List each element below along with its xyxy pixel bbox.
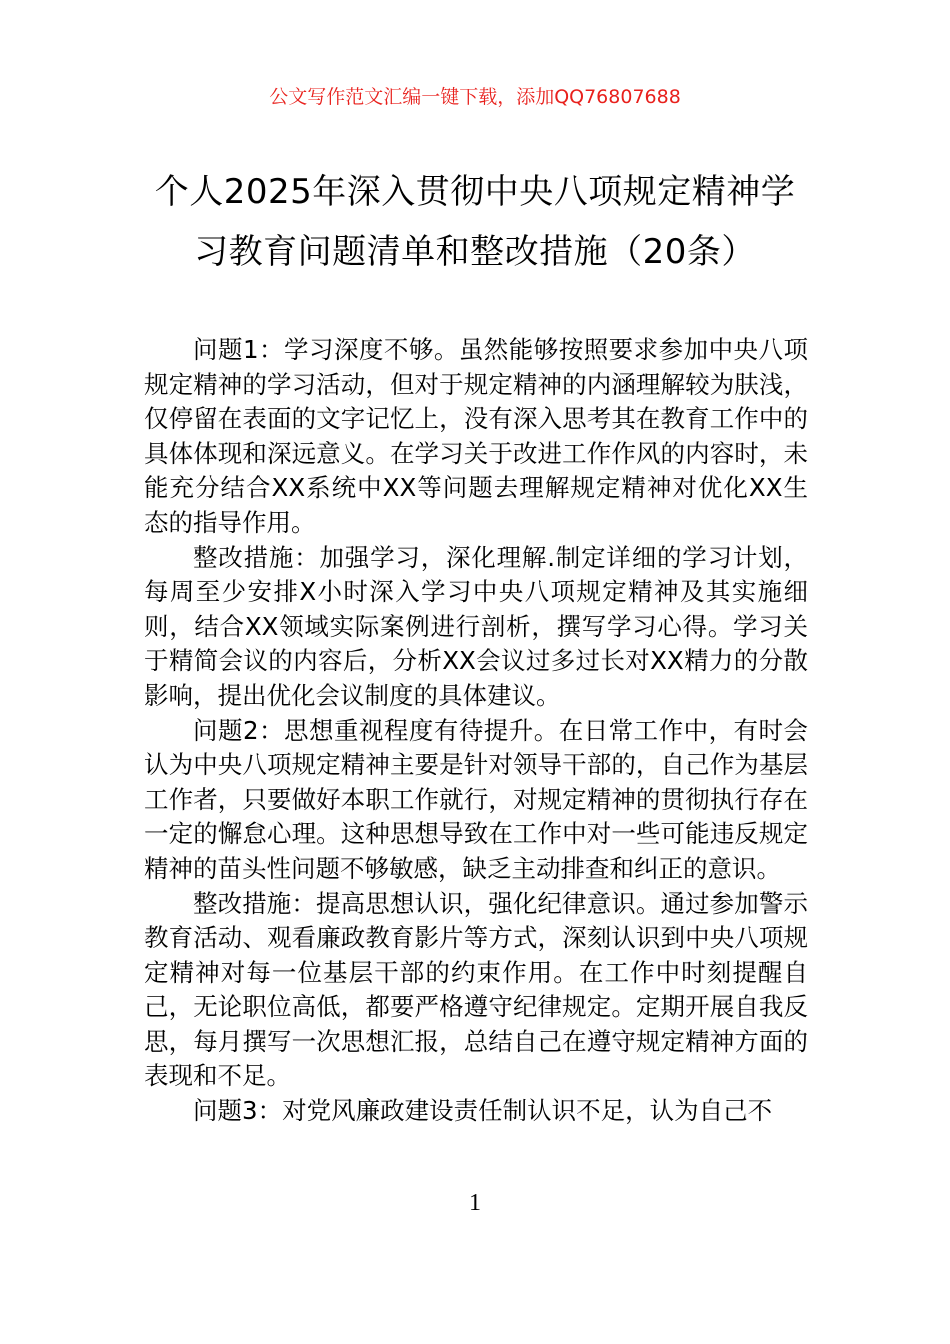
- title-line-2: 习教育问题清单和整改措施（20条）: [194, 232, 756, 272]
- paragraph-problem-2: 问题2：思想重视程度有待提升。在日常工作中，有时会认为中央八项规定精神主要是针对领导干部的，自己作为基层工作者，只要做好本职工作就行，对规定精神的贯彻执行存在一定的懈怠心理。这种思想导致在工作中对一些可能违反规定精神的苗头性问题不够敏感，缺乏主动排查和纠正的意识。: [144, 715, 808, 883]
- header-download-note: 公文写作范文汇编一键下载，添加QQ76807688: [269, 86, 681, 108]
- document-body: [144, 333, 808, 1129]
- page-number: 1: [469, 1190, 481, 1216]
- paragraph-measure-2: 整改措施：提高思想认识，强化纪律意识。通过参加警示教育活动、观看廉政教育影片等方式，深刻认识到中央八项规定精神对每一位基层干部的约束作用。在工作中时刻提醒自己，无论职位高低，都要严格遵守纪律规定。定期开展自我反思，每月撰写一次思想汇报，总结自己在遵守规定精神方面的表现和不足。: [144, 888, 808, 1091]
- title-line-1: 个人2025年深入贯彻中央八项规定精神学: [154, 172, 796, 212]
- paragraph-problem-1: 问题1：学习深度不够。虽然能够按照要求参加中央八项规定精神的学习活动，但对于规定精神的内涵理解较为肤浅，仅停留在表面的文字记忆上，没有深入思考其在教育工作中的具体体现和深远意义。在学习关于改进工作作风的内容时，未能充分结合XX系统中XX等问题去理解规定精神对优化XX生态的指导作用。: [144, 335, 808, 537]
- paragraph-problem-3: 问题3：对党风廉政建设责任制认识不足，认为自己不: [193, 1096, 773, 1126]
- document-title: [120, 162, 830, 282]
- paragraph-measure-1: 整改措施：加强学习，深化理解.制定详细的学习计划，每周至少安排X小时深入学习中央八项规定精神及其实施细则，结合XX领域实际案例进行剖析，撰写学习心得。学习关于精简会议的内容后，分析XX会议过多过长对XX精力的分散影响，提出优化会议制度的具体建议。: [144, 542, 808, 710]
